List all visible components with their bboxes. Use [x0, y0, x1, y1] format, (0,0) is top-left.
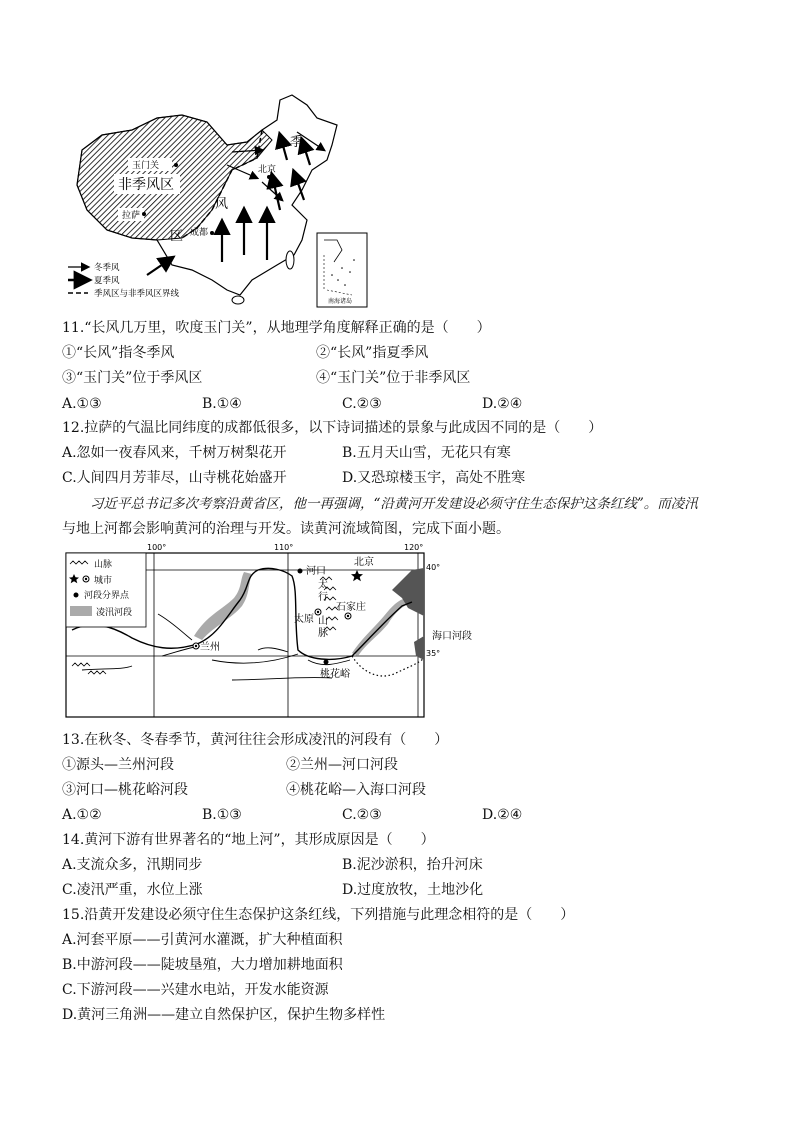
lon-110: 110°: [274, 543, 294, 552]
q11-item-3: ③“玉门关”位于季风区: [62, 370, 203, 386]
q11-item-4: ④“玉门关”位于非季风区: [316, 370, 471, 386]
q11-item-1: ①“长风”指冬季风: [62, 345, 175, 361]
q12-stem: 12.拉萨的气温比同纬度的成都低很多，以下诗词描述的景象与此成因不同的是（ ）: [62, 420, 603, 436]
legend-ice-flood: 凌汛河段: [96, 608, 133, 618]
legend-boundary: 季风区与非季风区界线: [94, 289, 180, 299]
q11-item-2: ②“长风”指夏季风: [316, 345, 429, 361]
label-tai: 太: [318, 580, 328, 591]
label-feng: 风: [215, 197, 229, 212]
label-beijing-2: 北京: [354, 557, 374, 568]
q14-choice-c: C.凌汛严重，水位上涨: [62, 882, 203, 898]
label-ji: 季: [290, 135, 304, 150]
label-shijiazhuang: 石家庄: [336, 602, 366, 613]
q15-stem: 15.沿黄开发建设必须守住生态保护这条红线，下列措施与此理念相符的是（ ）: [62, 907, 575, 923]
legend-winter: 冬季风: [94, 263, 120, 273]
label-mai: 脉: [318, 628, 328, 639]
label-shan: 山: [318, 616, 328, 627]
q13-choice-a: A.①②: [62, 807, 102, 823]
legend-summer: 夏季风: [94, 276, 120, 286]
q11-choice-b: B.①④: [202, 396, 242, 412]
q15-choice-b: B.中游河段——陡坡垦殖，大力增加耕地面积: [62, 957, 343, 973]
q12-choice-c: C.人间四月芳菲尽，山寺桃花始盛开: [62, 470, 287, 486]
q14-choice-b: B.泥沙淤积，抬升河床: [342, 857, 483, 873]
label-lasa: 拉萨: [122, 211, 141, 221]
yellow-river-map: [62, 540, 492, 720]
q13-item-2: ②兰州—河口河段: [286, 757, 398, 773]
lat-40: 40°: [426, 563, 441, 572]
q15-choice-a: A.河套平原——引黄河水灌溉，扩大种植面积: [62, 932, 343, 948]
q11-choice-c: C.②③: [342, 396, 382, 412]
lon-100: 100°: [147, 543, 167, 552]
legend-city: 城市: [94, 576, 113, 586]
label-non-monsoon: 非季风区: [118, 177, 174, 193]
label-haikou: 海口河段: [432, 631, 472, 642]
label-yumenguan: 玉门关: [132, 161, 160, 171]
inset-label: 南海诸岛: [328, 298, 353, 305]
q13-choice-b: B.①③: [202, 807, 242, 823]
q13-choice-d: D.②④: [482, 807, 523, 823]
q12-choice-a: A.忽如一夜春风来，千树万树梨花开: [62, 445, 287, 461]
q11-stem: 11.“长风几万里，吹度玉门关”，从地理学角度解释正确的是（ ）: [62, 320, 491, 336]
lat-35: 35°: [426, 649, 441, 658]
q11-choice-a: A.①③: [62, 396, 102, 412]
legend-boundary-point: 河段分界点: [84, 591, 130, 601]
q12-choice-d: D.又恐琼楼玉宇，高处不胜寒: [342, 470, 526, 486]
label-lanzhou: 兰州: [200, 642, 220, 653]
passage-line-2: 与地上河都会影响黄河的治理与开发。读黄河流域简图，完成下面小题。: [62, 521, 510, 537]
label-xing: 行: [318, 592, 328, 603]
q13-item-4: ④桃花峪—入海口河段: [286, 782, 426, 798]
passage-line-1: 习近平总书记多次考察沿黄省区，他一再强调，“沿黄河开发建设必须守住生态保护这条红线”。而凌汛: [90, 496, 698, 512]
q14-choice-d: D.过度放牧，土地沙化: [342, 882, 484, 898]
label-beijing: 北京: [258, 165, 277, 175]
south-china-sea-inset: [317, 233, 367, 307]
label-qu: 区: [170, 229, 184, 244]
q11-choice-d: D.②④: [482, 396, 523, 412]
q13-stem: 13.在秋冬、冬春季节，黄河往往会形成凌汛的河段有（ ）: [62, 732, 449, 748]
q13-item-1: ①源头—兰州河段: [62, 757, 174, 773]
q15-choice-d: D.黄河三角洲——建立自然保护区，保护生物多样性: [62, 1007, 386, 1023]
label-taohuayu: 桃花峪: [320, 669, 350, 680]
label-chengdu: 成都: [190, 228, 209, 238]
label-hekou: 河口: [306, 566, 326, 577]
river-map-legend: [66, 553, 146, 627]
q13-item-3: ③河口—桃花峪河段: [62, 782, 188, 798]
q14-stem: 14.黄河下游有世界著名的“地上河”，其形成原因是（ ）: [62, 832, 435, 848]
q13-choice-c: C.②③: [342, 807, 382, 823]
q12-choice-b: B.五月天山雪，无花只有寒: [342, 445, 511, 461]
lon-120: 120°: [404, 543, 424, 552]
label-taiyuan: 太原: [294, 614, 314, 625]
q14-choice-a: A.支流众多，汛期同步: [62, 857, 203, 873]
legend-mountain: 山脉: [94, 560, 113, 570]
monsoon-legend: [68, 262, 180, 299]
monsoon-map: [62, 90, 382, 312]
q15-choice-c: C.下游河段——兴建水电站，开发水能资源: [62, 982, 329, 998]
